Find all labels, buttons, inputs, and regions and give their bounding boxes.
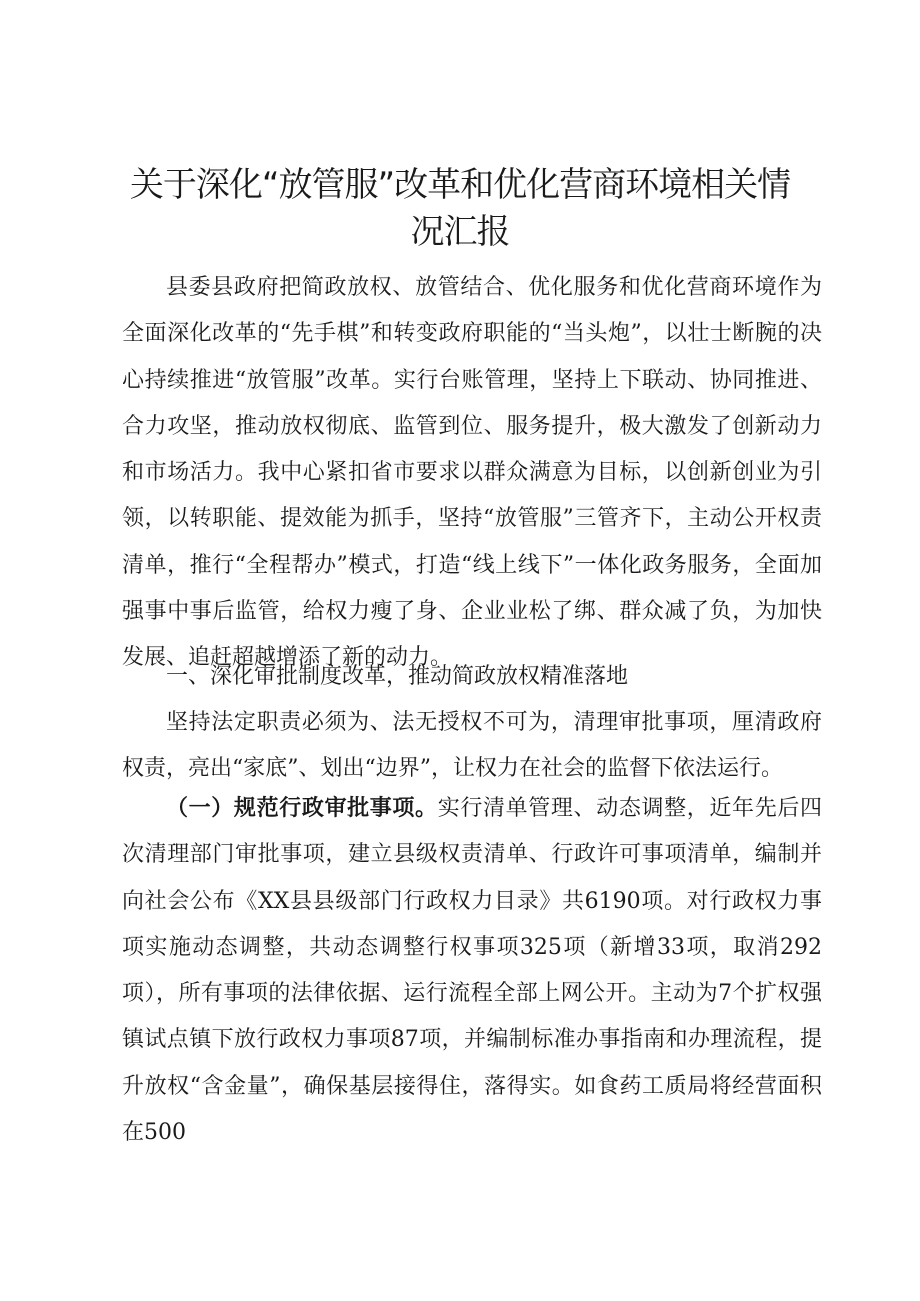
section-1-heading: 一、深化审批制度改革，推动简政放权精准落地 [166, 664, 629, 689]
document-title: 关于深化“放管服”改革和优化营商环境相关情况汇报 [129, 165, 791, 252]
intro-paragraph: 县委县政府把简政放权、放管结合、优化服务和优化营商环境作为全面深化改革的“先手棋”和转变政府职能的“当头炮”，以壮士断腕的决心持续推进“放管服”改革。实行台账管理，坚持上下联动、协同推进、合力攻坚，推动放权彻底、监管到位、服务提升，极大激发了创新动力和市场活力。我中心紧扣省市要求以群众满意为目标，以创新创业为引领，以转职能、提效能为抓手，坚持“放管服”三管齐下，主动公开权责清单，推行“全程帮办”模式，打造“线上线下”一体化政务服务，全面加强事中事后监管，给权力瘦了身、企业业松了绑、群众减了负，为加快发展、追赶超越增添了新的动力。 [122, 275, 822, 671]
item-1-paragraph [122, 786, 822, 1156]
section-1-intro-paragraph: 坚持法定职责必须为、法无授权不可为，清理审批事项，厘清政府权责，亮出“家底”、划出“边界”，让权力在社会的监督下依法运行。 [122, 710, 822, 782]
item-1-label: （一）规范行政审批事项。 [166, 796, 438, 821]
item-1-text: 实行清单管理、动态调整，近年先后四次清理部门审批事项，建立县级权责清单、行政许可事项清单，编制并向社会公布《XX县县级部门行政权力目录》共6190项。对行政权力事项实施动态调整，共动态调整行权事项325项（新增33项，取消292项），所有事项的法律依据、运行流程全部上网公开。主动为7个扩权强镇试点镇下放行政权力事项87项，并编制标准办事指南和办理流程，提升放权“含金量”，确保基层接得住，落得实。如食药工质局将经营面积在500 [122, 796, 822, 1146]
